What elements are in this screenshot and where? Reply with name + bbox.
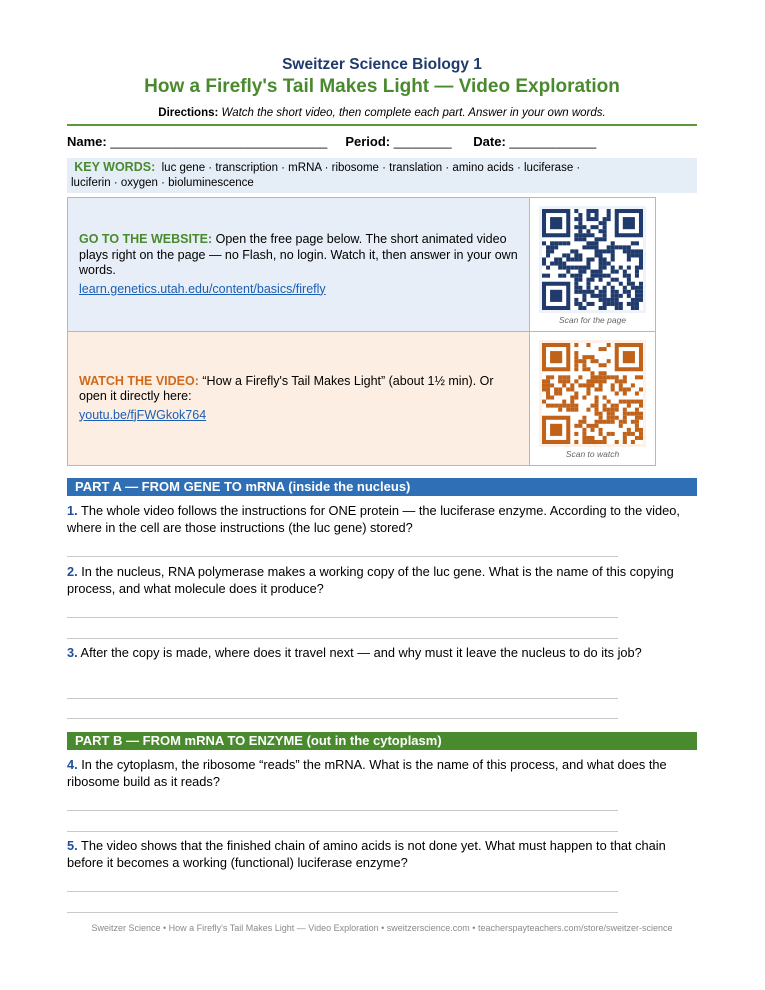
website-text: Open the free page below. The short animated video plays right on the page — no Flash, no login. Watch it, then answer in your own words. (79, 232, 518, 277)
question-text: In the cytoplasm, the ribosome “reads” the mRNA. What is the name of this process, and what does the ribosome build as it reads? (67, 757, 667, 789)
question-text: In the nucleus, RNA polymerase makes a working copy of the luc gene. What is the name of this copying process, and what molecule does it produce? (67, 564, 674, 596)
period-field[interactable]: ________ (393, 134, 452, 149)
question-5 (67, 837, 697, 871)
website-lead: GO TO THE WEBSITE: (79, 232, 213, 246)
answer-line[interactable] (67, 831, 618, 832)
question-text: The video shows that the finished chain of amino acids is not done yet. What must happen to that chain before it becomes a working (functional) luciferase enzyme? (67, 838, 666, 870)
question-text: After the copy is made, where does it travel next — and why must it leave the nucleus to do its job? (80, 645, 642, 660)
part-b-heading: PART B — FROM mRNA TO ENZYME (out in the cytoplasm) (67, 732, 697, 750)
video-qr-caption: Scan to watch (565, 449, 620, 459)
key-words-box (67, 158, 697, 193)
question-number: 2. (67, 564, 78, 579)
answer-line[interactable] (67, 698, 618, 699)
question-number: 5. (67, 838, 78, 853)
worksheet-title: How a Firefly's Tail Makes Light — Video Exploration (144, 76, 620, 97)
directions-label: Directions: (158, 107, 219, 119)
resource-table (67, 197, 656, 466)
answer-line[interactable] (67, 912, 618, 913)
answer-line[interactable] (67, 617, 618, 618)
student-info-row (67, 134, 697, 149)
title-divider (67, 124, 697, 126)
directions (67, 107, 697, 119)
question-2 (67, 563, 697, 597)
question-text: The whole video follows the instructions for ONE protein — the luciferase enzyme. According to the video, where in the cell are those instructions (the luc gene) stored? (67, 503, 680, 535)
question-3 (67, 644, 697, 661)
question-number: 4. (67, 757, 78, 772)
video-text: “How a Firefly's Tail Makes Light” (about 1½ min). Or open it directly here: (79, 373, 494, 404)
name-field[interactable]: ______________________________ (110, 134, 328, 149)
video-qr-cell (529, 332, 655, 465)
date-field[interactable]: ____________ (509, 134, 597, 149)
website-qr-cell (529, 198, 655, 331)
website-link[interactable]: learn.genetics.utah.edu/content/basics/firefly (79, 281, 326, 296)
question-number: 1. (67, 503, 78, 518)
key-words-line-1: luc gene · transcription · mRNA · ribosome · translation · amino acids · luciferase · (161, 162, 581, 174)
answer-line[interactable] (67, 810, 618, 811)
question-4 (67, 756, 697, 790)
website-qr-code[interactable] (539, 206, 646, 313)
answer-line[interactable] (67, 718, 618, 719)
video-lead: WATCH THE VIDEO: (79, 373, 199, 388)
answer-line[interactable] (67, 638, 618, 639)
key-words-label: KEY WORDS: (74, 160, 156, 174)
date-label: Date: (473, 134, 506, 149)
footer: Sweitzer Science • How a Firefly's Tail Makes Light — Video Exploration • sweitzerscience.com • teacherspayteachers.com/store/sweitzer-science (91, 923, 673, 933)
video-link[interactable]: youtu.be/fjFWGkok764 (79, 407, 207, 422)
website-instructions (79, 198, 519, 331)
video-instructions (79, 332, 519, 465)
key-words-line-2: luciferin · oxygen · bioluminescence (71, 177, 254, 189)
period-label: Period: (345, 134, 391, 149)
video-row (68, 332, 655, 465)
answer-line[interactable] (67, 891, 618, 892)
directions-text: Watch the short video, then complete each part. Answer in your own words. (221, 107, 606, 119)
answer-line[interactable] (67, 556, 618, 557)
website-row (68, 198, 655, 332)
question-number: 3. (67, 645, 78, 660)
school-name: Sweitzer Science Biology 1 (282, 56, 482, 73)
name-label: Name: (67, 134, 107, 149)
video-qr-code[interactable] (539, 340, 646, 447)
website-qr-caption: Scan for the page (558, 315, 627, 325)
question-1 (67, 502, 697, 536)
part-a-heading: PART A — FROM GENE TO mRNA (inside the nucleus) (67, 478, 697, 496)
